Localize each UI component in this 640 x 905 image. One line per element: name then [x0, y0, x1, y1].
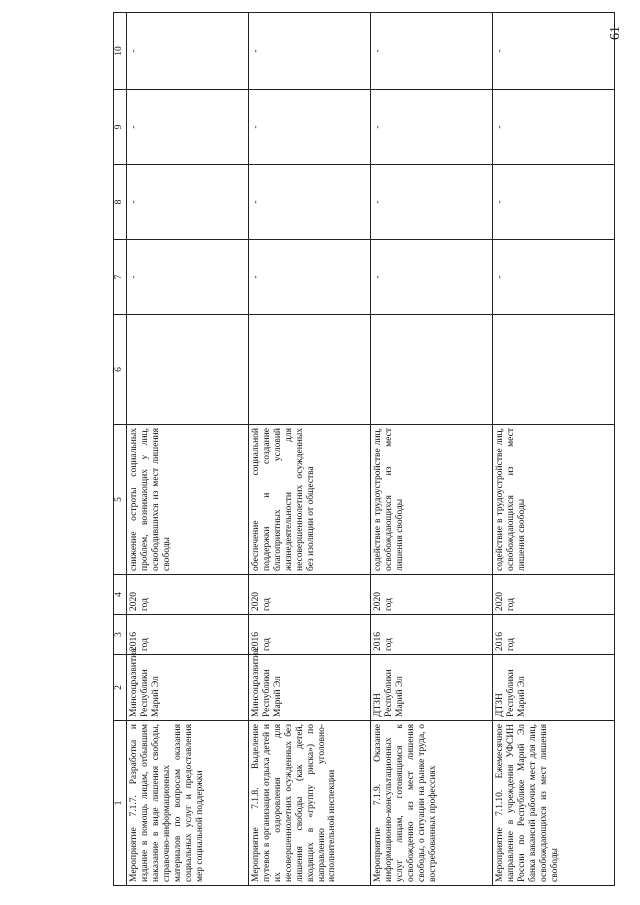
empty-cell — [127, 315, 249, 425]
page-number: 61 — [608, 26, 623, 40]
table-row — [127, 13, 249, 886]
table-row — [371, 13, 493, 886]
measure-cell: Мероприятие 7.1.7. Разработка и издание в помощь лицам, отбывшим наказание в виде лишения свободы, справочно-информационных материалов по вопросам оказания социальных услуг и предоставления мер социальной поддержки — [127, 721, 249, 886]
table-row — [249, 13, 371, 886]
executor-cell: ДТЗН Республики Марий Эл — [493, 655, 615, 721]
measures-table-rotated — [113, 13, 560, 886]
end-year-cell: 2020 год — [493, 575, 615, 615]
empty-cell — [249, 315, 371, 425]
header-row — [114, 13, 127, 886]
executor-cell: Минсоцразвития Республики Марий Эл — [127, 655, 249, 721]
dash-cell: - — [249, 165, 371, 240]
dash-cell: - — [493, 240, 615, 315]
executor-cell: ДТЗН Республики Марий Эл — [371, 655, 493, 721]
dash-cell: - — [371, 165, 493, 240]
result-cell: снижение остроты социальных проблем, возникающих у лиц, освободившихся из мест лишения свободы — [127, 425, 249, 575]
end-year-cell: 2020 год — [371, 575, 493, 615]
start-year-cell: 2016 год — [127, 615, 249, 655]
column-header: 1 — [114, 721, 127, 886]
column-header: 8 — [114, 165, 127, 240]
dash-cell: - — [371, 13, 493, 90]
dash-cell: - — [493, 90, 615, 165]
dash-cell: - — [493, 165, 615, 240]
dash-cell: - — [127, 13, 249, 90]
result-cell: обеспечение социальной поддержки и создание благоприятных условий жизнедеятельности для несовершеннолетних осужденных без изоляции от общества — [249, 425, 371, 575]
end-year-cell: 2020 год — [127, 575, 249, 615]
dash-cell: - — [371, 240, 493, 315]
start-year-cell: 2016 год — [493, 615, 615, 655]
measure-cell: Мероприятие 7.1.8. Выделение путевок в организации отдыха детей и их оздоровления для несовершеннолетних осужденных без лишения свободы (как детей, входящих в «группу риска») по направлению уголовно-исполнительной инспекции — [249, 721, 371, 886]
empty-cell — [371, 315, 493, 425]
dash-cell: - — [127, 90, 249, 165]
start-year-cell: 2016 год — [371, 615, 493, 655]
column-header: 7 — [114, 240, 127, 315]
measures-table — [113, 12, 615, 886]
table-row — [493, 13, 615, 886]
dash-cell: - — [127, 165, 249, 240]
result-cell: содействие в трудоустройстве лиц, освобождающихся из мест лишения свободы — [493, 425, 615, 575]
result-cell: содействие в трудоустройстве лиц, освобождающихся из мест лишения свободы — [371, 425, 493, 575]
dash-cell: - — [371, 90, 493, 165]
measure-cell: Мероприятие 7.1.10. Ежемесячное направление в учреждения УФСИН России по Республике Марий Эл банка вакансий рабочих мест для лиц, освобождающихся из мест лишения свободы — [493, 721, 615, 886]
dash-cell: - — [127, 240, 249, 315]
column-header: 5 — [114, 425, 127, 575]
dash-cell: - — [249, 90, 371, 165]
end-year-cell: 2020 год — [249, 575, 371, 615]
dash-cell: - — [249, 240, 371, 315]
executor-cell: Минсоцразвития Республики Марий Эл — [249, 655, 371, 721]
measure-cell: Мероприятие 7.1.9. Оказание информационно-консультационных услуг лицам, готовящимся к освобождению из мест лишения свободы, о ситуации на рынке труда, о востребованных профессиях — [371, 721, 493, 886]
dash-cell: - — [249, 13, 371, 90]
column-header: 6 — [114, 315, 127, 425]
empty-cell — [493, 315, 615, 425]
column-header: 4 — [114, 575, 127, 615]
start-year-cell: 2016 год — [249, 615, 371, 655]
column-header: 2 — [114, 655, 127, 721]
column-header: 3 — [114, 615, 127, 655]
dash-cell: - — [493, 13, 615, 90]
column-header: 9 — [114, 90, 127, 165]
column-header: 10 — [114, 13, 127, 90]
